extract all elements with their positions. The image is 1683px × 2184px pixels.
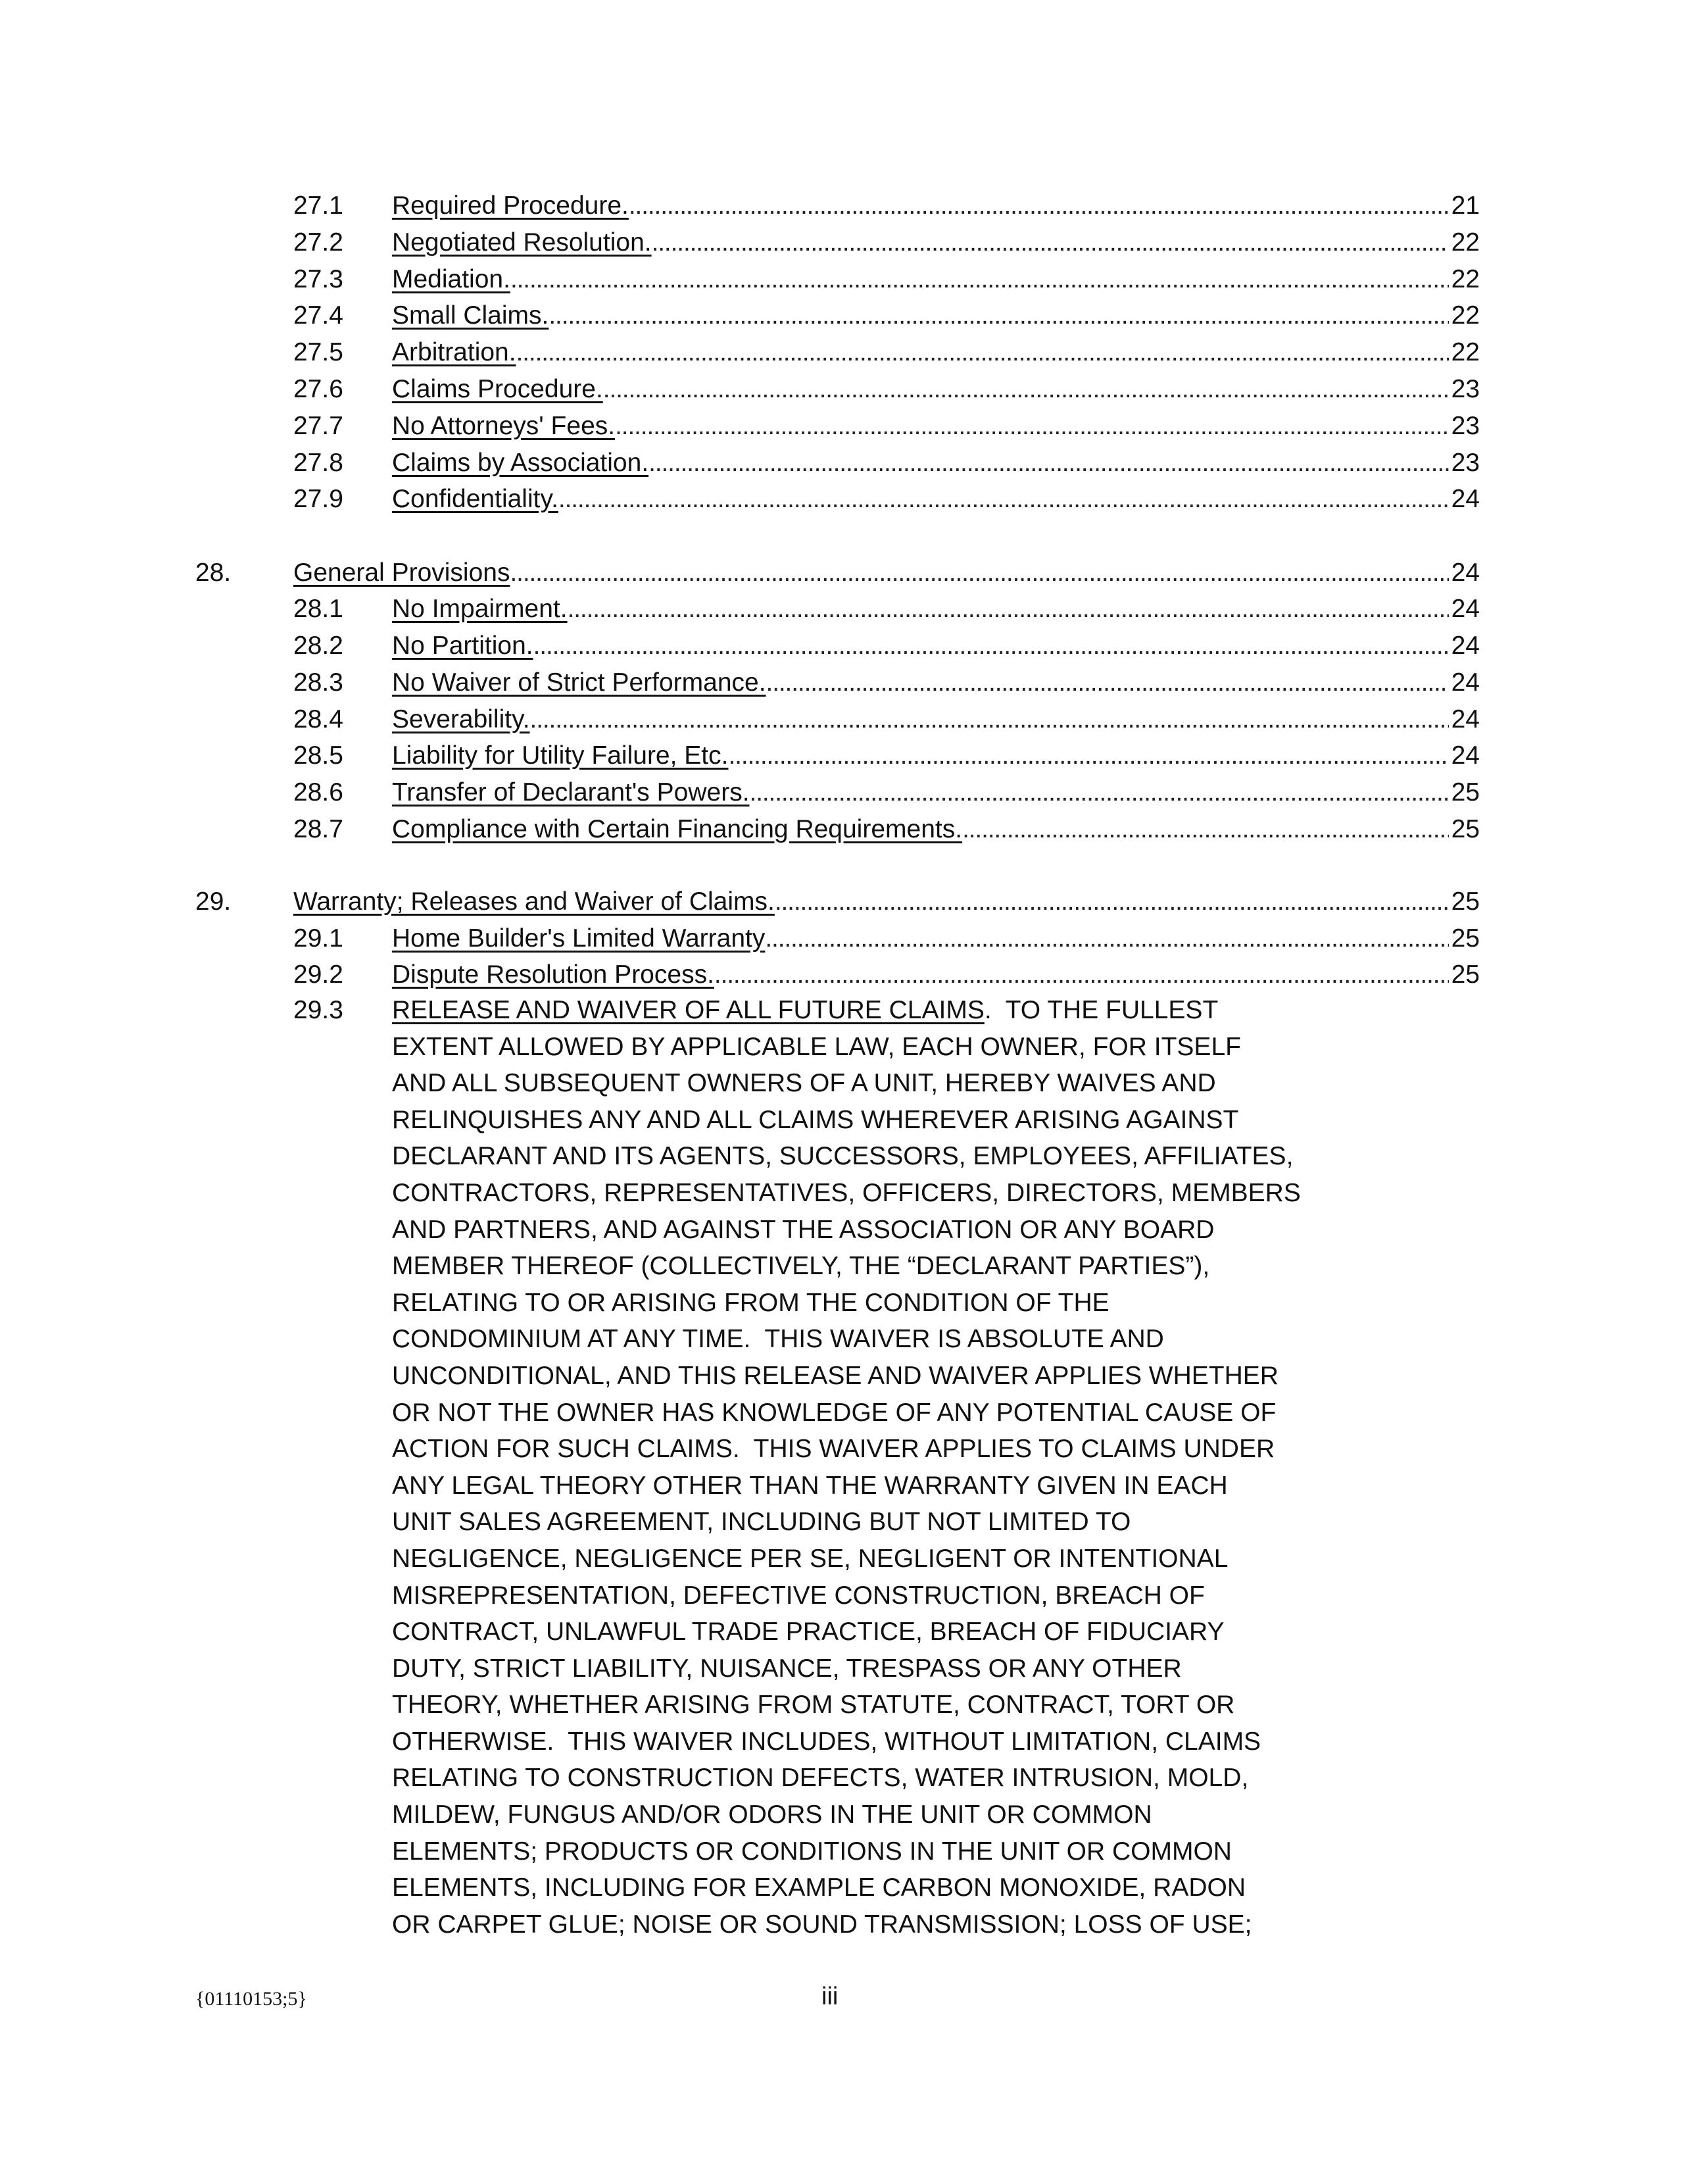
toc-page-number: 23 (1451, 449, 1480, 477)
toc-entry (392, 920, 1480, 957)
toc-row (0, 187, 1480, 224)
toc-entry (392, 261, 1480, 298)
toc-row (0, 956, 1480, 993)
toc-number: 28.7 (293, 815, 343, 843)
toc-entry (392, 371, 1480, 408)
document-id: {01110153;5} (195, 1988, 307, 2010)
waiver-line-text: CONTRACTORS, REPRESENTATIVES, OFFICERS, DIRECTORS, MEMBERS (392, 1178, 1301, 1207)
waiver-line-text: RELINQUISHES ANY AND ALL CLAIMS WHEREVER ARISING AGAINST (392, 1105, 1239, 1134)
dot-leader (962, 811, 1449, 848)
waiver-line (392, 1687, 1293, 1724)
toc-entry (392, 664, 1480, 701)
toc-page-number: 23 (1451, 412, 1480, 440)
waiver-line-text: ELEMENTS, INCLUDING FOR EXAMPLE CARBON MONOXIDE, RADON (392, 1874, 1246, 1902)
toc-link[interactable]: Small Claims. (392, 301, 549, 330)
toc-row (0, 920, 1480, 957)
waiver-line-text: RELATING TO CONSTRUCTION DEFECTS, WATER INTRUSION, MOLD, (392, 1764, 1249, 1793)
toc-entry (392, 334, 1480, 371)
toc-entry (392, 187, 1480, 224)
dot-leader (728, 737, 1448, 774)
toc-entry (392, 445, 1480, 482)
toc-row (0, 628, 1480, 664)
toc-entry (293, 555, 1480, 591)
toc-number: 27.5 (293, 338, 343, 366)
waiver-text (392, 992, 1301, 1943)
toc-section-row (0, 555, 1480, 591)
toc-page-number: 24 (1451, 595, 1480, 623)
waiver-line-text: OTHERWISE. THIS WAIVER INCLUDES, WITHOUT LIMITATION, CLAIMS (392, 1727, 1261, 1756)
waiver-line (392, 1175, 1301, 1212)
waiver-line-text: ANY LEGAL THEORY OTHER THAN THE WARRANTY GIVEN IN EACH (392, 1471, 1228, 1500)
toc-link[interactable]: Liability for Utility Failure, Etc. (392, 741, 729, 770)
toc-number: 28.3 (293, 668, 343, 697)
dot-leader (510, 555, 1448, 591)
toc-page-number: 25 (1451, 815, 1480, 843)
toc-entry (392, 591, 1480, 628)
toc-link[interactable]: Severability. (392, 705, 530, 733)
toc-page-number: 23 (1451, 375, 1480, 403)
toc-link[interactable]: Claims Procedure. (392, 375, 603, 403)
waiver-line (392, 1797, 1293, 1833)
toc-number: 27.9 (293, 485, 343, 513)
waiver-line-text: UNCONDITIONAL, AND THIS RELEASE AND WAIVER APPLIES WHETHER (392, 1361, 1279, 1390)
toc-number: 28.2 (293, 632, 343, 660)
waiver-line (392, 1102, 1293, 1139)
waiver-heading[interactable]: RELEASE AND WAIVER OF ALL FUTURE CLAIMS (392, 996, 985, 1024)
toc-link[interactable]: Arbitration. (392, 338, 516, 366)
waiver-line (392, 992, 1293, 1029)
toc-page-number: 24 (1451, 741, 1480, 770)
waiver-line (392, 1541, 1293, 1577)
waiver-line (392, 1906, 1293, 1943)
toc-entry (392, 224, 1480, 261)
toc-entry (392, 811, 1480, 848)
toc-page-number: 24 (1451, 705, 1480, 733)
waiver-line-text: MISREPRESENTATION, DEFECTIVE CONSTRUCTION, BREACH OF (392, 1581, 1205, 1610)
waiver-line (392, 1431, 1293, 1468)
toc-entry (392, 408, 1480, 445)
waiver-line-text: EXTENT ALLOWED BY APPLICABLE LAW, EACH OWNER, FOR ITSELF (392, 1032, 1241, 1061)
dot-leader (775, 883, 1449, 920)
waiver-line (392, 1285, 1293, 1322)
waiver-line (392, 1212, 1293, 1249)
waiver-line (392, 1724, 1293, 1760)
toc-row (0, 297, 1480, 334)
toc-row (0, 737, 1480, 774)
waiver-line (392, 1321, 1293, 1358)
toc-number: 27.2 (293, 228, 343, 257)
dot-leader (750, 774, 1449, 811)
waiver-line-text: THEORY, WHETHER ARISING FROM STATUTE, CONTRACT, TORT OR (392, 1691, 1235, 1720)
dot-leader (603, 371, 1449, 408)
toc-row (0, 701, 1480, 738)
waiver-line-text: MILDEW, FUNGUS AND/OR ODORS IN THE UNIT OR COMMON (392, 1800, 1152, 1829)
toc-page-number: 24 (1451, 558, 1480, 587)
toc-number: 27.8 (293, 449, 343, 477)
toc-section-row (0, 883, 1480, 920)
toc-entry (392, 737, 1480, 774)
toc-row (0, 591, 1480, 628)
dot-leader (765, 920, 1448, 957)
toc-link[interactable]: Dispute Resolution Process. (392, 960, 714, 989)
dot-leader (530, 701, 1449, 738)
dot-leader (516, 334, 1449, 371)
toc-link[interactable]: Negotiated Resolution. (392, 228, 652, 257)
waiver-line-text: MEMBER THEREOF (COLLECTIVELY, THE “DECLARANT PARTIES”), (392, 1252, 1210, 1281)
dot-leader (629, 187, 1449, 224)
toc-number: 27.6 (293, 375, 343, 403)
toc-row (0, 371, 1480, 408)
toc-entry (392, 774, 1480, 811)
toc-page-number: 24 (1451, 485, 1480, 513)
toc-number: 28.6 (293, 778, 343, 807)
waiver-line (392, 1358, 1293, 1395)
waiver-line (392, 1029, 1293, 1066)
waiver-line-text: ACTION FOR SUCH CLAIMS. THIS WAIVER APPLIES TO CLAIMS UNDER (392, 1435, 1275, 1464)
dot-leader (652, 224, 1449, 261)
toc-entry (392, 481, 1480, 518)
toc-number: 29.2 (293, 960, 343, 989)
waiver-line (392, 1065, 1293, 1102)
waiver-line-text: DECLARANT AND ITS AGENTS, SUCCESSORS, EMPLOYEES, AFFILIATES, (392, 1142, 1294, 1171)
toc-number: 27.7 (293, 412, 343, 440)
toc-link[interactable]: Compliance with Certain Financing Requirements. (392, 815, 963, 843)
toc-link[interactable]: Transfer of Declarant's Powers. (392, 778, 750, 807)
dot-leader (549, 297, 1448, 334)
toc-page-number: 22 (1451, 228, 1480, 257)
toc-page-number: 24 (1451, 668, 1480, 697)
toc-row (0, 774, 1480, 811)
toc-link[interactable]: No Partition. (392, 632, 533, 660)
waiver-line-text: AND PARTNERS, AND AGAINST THE ASSOCIATION OR ANY BOARD (392, 1215, 1215, 1244)
waiver-line (392, 1833, 1293, 1870)
page-number: iii (821, 1983, 839, 2010)
toc-link[interactable]: Home Builder's Limited Warranty (392, 924, 766, 953)
waiver-line (392, 1395, 1293, 1431)
dot-leader (510, 261, 1449, 298)
waiver-number: 29.3 (293, 996, 343, 1024)
waiver-line (392, 1760, 1293, 1797)
waiver-section (293, 992, 1301, 1943)
waiver-line-text: CONDOMINIUM AT ANY TIME. THIS WAIVER IS ABSOLUTE AND (392, 1325, 1164, 1354)
waiver-line-text: OR CARPET GLUE; NOISE OR SOUND TRANSMISSION; LOSS OF USE; (392, 1910, 1252, 1939)
waiver-line (392, 1650, 1293, 1687)
waiver-line-text: ELEMENTS; PRODUCTS OR CONDITIONS IN THE UNIT OR COMMON (392, 1837, 1232, 1866)
toc-page-number: 22 (1451, 265, 1480, 293)
toc-number: 27.1 (293, 191, 343, 220)
toc-page-number: 25 (1451, 924, 1480, 953)
dot-leader (648, 445, 1448, 482)
toc-link[interactable]: No Attorneys' Fees. (392, 412, 616, 440)
dot-leader (766, 664, 1449, 701)
toc-row (0, 224, 1480, 261)
toc-link[interactable]: Required Procedure. (392, 191, 629, 220)
waiver-line-text: OR NOT THE OWNER HAS KNOWLEDGE OF ANY POTENTIAL CAUSE OF (392, 1398, 1277, 1427)
toc-number: 28. (195, 558, 232, 587)
toc-number: 29.1 (293, 924, 343, 953)
waiver-line (392, 1468, 1293, 1504)
waiver-line-text: NEGLIGENCE, NEGLIGENCE PER SE, NEGLIGENT OR INTENTIONAL (392, 1544, 1229, 1573)
toc-link[interactable]: Confidentiality. (392, 485, 558, 513)
toc-number: 27.3 (293, 265, 343, 293)
toc-entry (392, 956, 1480, 993)
waiver-line-text: . TO THE FULLEST (984, 996, 1219, 1024)
toc-page-number: 25 (1451, 887, 1480, 916)
waiver-line-text: AND ALL SUBSEQUENT OWNERS OF A UNIT, HEREBY WAIVES AND (392, 1069, 1216, 1098)
waiver-line-text: DUTY, STRICT LIABILITY, NUISANCE, TRESPASS OR ANY OTHER (392, 1654, 1182, 1683)
toc-number: 27.4 (293, 301, 343, 330)
toc-page-number: 22 (1451, 301, 1480, 330)
dot-leader (533, 628, 1449, 664)
waiver-line (392, 1504, 1293, 1541)
toc-number: 28.4 (293, 705, 343, 733)
toc-number: 28.5 (293, 741, 343, 770)
toc-row (0, 481, 1480, 518)
toc-link[interactable]: No Impairment. (392, 595, 568, 623)
waiver-line-text: UNIT SALES AGREEMENT, INCLUDING BUT NOT LIMITED TO (392, 1508, 1131, 1537)
toc-page-number: 24 (1451, 632, 1480, 660)
waiver-line (392, 1138, 1293, 1175)
dot-leader (568, 591, 1449, 628)
waiver-line (392, 1614, 1293, 1650)
toc-link[interactable]: Warranty; Releases and Waiver of Claims. (293, 887, 775, 916)
waiver-line-text: RELATING TO OR ARISING FROM THE CONDITION OF THE (392, 1288, 1110, 1317)
toc-row (0, 445, 1480, 482)
toc-entry (392, 297, 1480, 334)
toc-page-number: 25 (1451, 960, 1480, 989)
toc-page-number: 25 (1451, 778, 1480, 807)
toc-number: 28.1 (293, 595, 343, 623)
toc-row (0, 334, 1480, 371)
waiver-line (392, 1577, 1293, 1614)
toc-number: 29. (195, 887, 232, 916)
toc-row (0, 408, 1480, 445)
toc-link[interactable]: Claims by Association. (392, 449, 649, 477)
toc-page-number: 21 (1451, 191, 1480, 220)
toc-entry (392, 628, 1480, 664)
dot-leader (714, 956, 1449, 993)
toc-link[interactable]: Mediation. (392, 265, 510, 293)
toc-row (0, 811, 1480, 848)
dot-leader (615, 408, 1449, 445)
toc-entry (392, 701, 1480, 738)
waiver-line (392, 1870, 1293, 1906)
toc-link[interactable]: General Provisions (293, 558, 510, 587)
waiver-line (392, 1248, 1293, 1285)
toc-row (0, 261, 1480, 298)
dot-leader (558, 481, 1449, 518)
toc-row (0, 664, 1480, 701)
toc-link[interactable]: No Waiver of Strict Performance. (392, 668, 766, 697)
waiver-line-text: CONTRACT, UNLAWFUL TRADE PRACTICE, BREACH OF FIDUCIARY (392, 1618, 1225, 1647)
toc-page-number: 22 (1451, 338, 1480, 366)
toc-entry (293, 883, 1480, 920)
